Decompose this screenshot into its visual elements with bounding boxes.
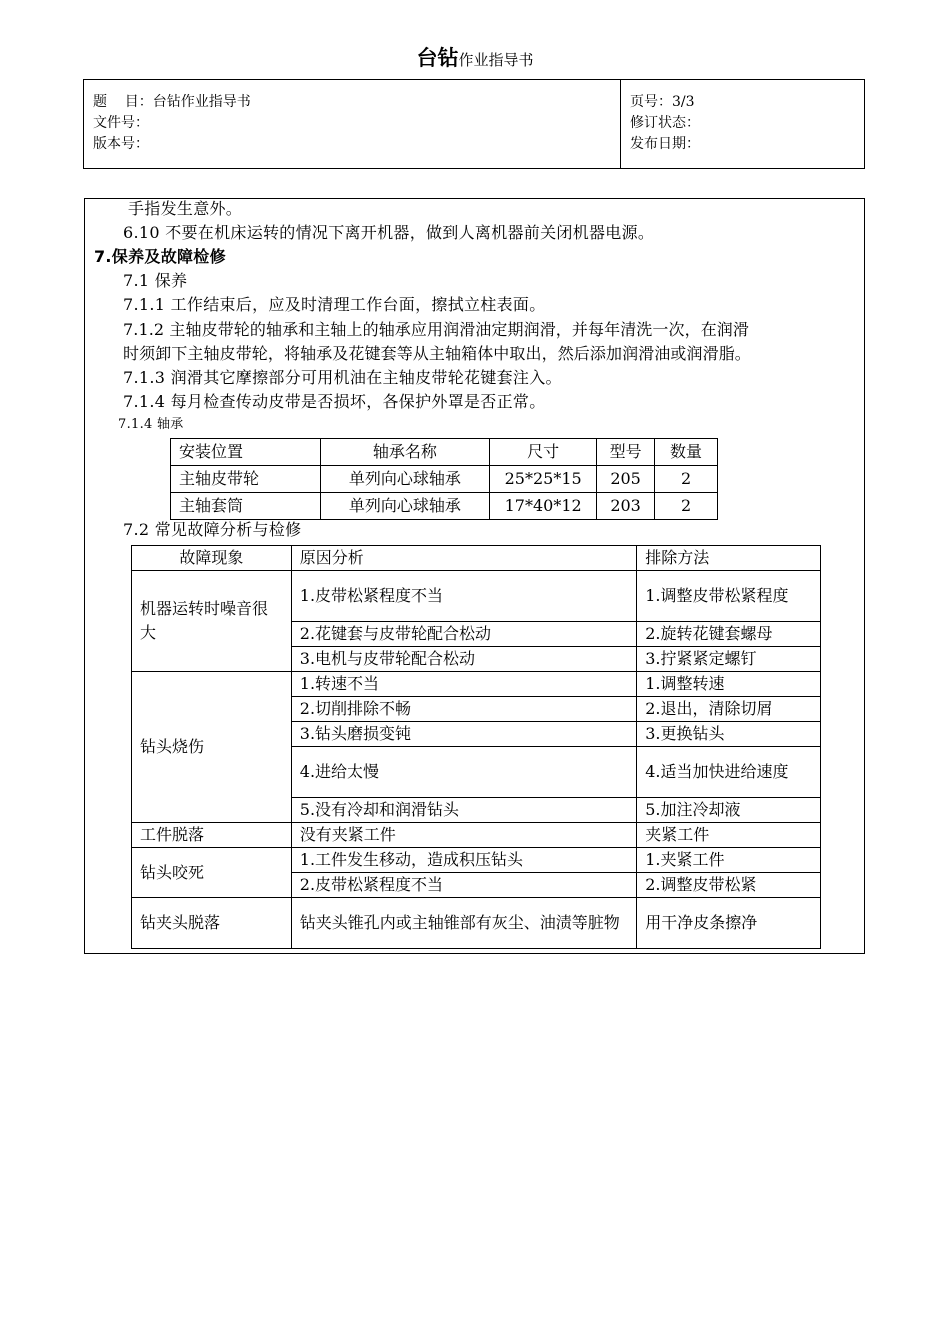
section-7-heading: 7.保养及故障检修 [94,247,226,266]
remedy-cell: 2.退出，清除切屑 [637,697,821,722]
remedy-cell: 夹紧工件 [637,823,821,848]
content-bottom-rule [84,953,865,954]
header-cell: 型号 [597,439,655,466]
table-header-row [132,546,821,571]
table-cell: 203 [597,493,655,520]
symptom-cell: 工件脱落 [132,823,292,848]
cause-cell: 1.工件发生移动，造成积压钻头 [291,848,636,873]
cause-cell: 1.转速不当 [291,672,636,697]
section-7-1-4: 7.1.4 每月检查传动皮带是否损坏，各保护外罩是否正常。 [123,392,546,411]
table-row [171,466,718,493]
header-cell: 故障现象 [132,546,292,571]
table-row [132,823,821,848]
bearing-table [170,438,718,520]
title-bold: 台钻 [416,46,459,70]
table-row [132,898,821,949]
table-cell: 25*25*15 [490,466,597,493]
section-7-2: 7.2 常见故障分析与检修 [123,520,302,539]
table-cell: 205 [597,466,655,493]
cause-cell: 3.钻头磨损变钝 [291,722,636,747]
cause-cell: 2.皮带松紧程度不当 [291,873,636,898]
remedy-cell: 1.调整皮带松紧程度 [637,571,821,622]
header-box [83,79,865,169]
cause-cell: 4.进给太慢 [291,747,636,798]
header-version: 版本号： [93,136,149,152]
table-cell: 2 [655,466,718,493]
header-revision: 修订状态： [630,115,700,131]
header-subject: 题 目：台钻作业指导书 [93,94,251,110]
section-7-1-2-a: 7.1.2 主轴皮带轮的轴承和主轴上的轴承应用润滑油定期润滑，并每年清洗一次，在润滑 [123,320,749,339]
table-cell: 主轴套筒 [171,493,321,520]
body-line-1: 手指发生意外。 [128,199,243,218]
table-cell: 单列向心球轴承 [320,466,490,493]
header-cell: 排除方法 [637,546,821,571]
header-file-no: 文件号： [93,115,149,131]
cause-cell: 没有夹紧工件 [291,823,636,848]
header-cell: 尺寸 [490,439,597,466]
table-row [171,493,718,520]
remedy-cell: 2.旋转花键套螺母 [637,622,821,647]
section-7-1-1: 7.1.1 工作结束后，应及时清理工作台面，擦拭立柱表面。 [123,295,546,314]
header-cell: 原因分析 [291,546,636,571]
table-row [132,571,821,622]
cause-cell: 钻夹头锥孔内或主轴锥部有灰尘、油渍等脏物 [291,898,636,949]
body-line-2: 6.10 不要在机床运转的情况下离开机器，做到人离机器前关闭机器电源。 [123,223,655,242]
symptom-cell: 钻头咬死 [132,848,292,898]
remedy-cell: 1.夹紧工件 [637,848,821,873]
section-7-1: 7.1 保养 [123,271,188,290]
header-cell: 安装位置 [171,439,321,466]
cause-cell: 2.花键套与皮带轮配合松动 [291,622,636,647]
cause-cell: 3.电机与皮带轮配合松动 [291,647,636,672]
table-row [132,672,821,697]
fault-table [131,545,821,949]
remedy-cell: 3.更换钻头 [637,722,821,747]
symptom-cell: 钻夹头脱落 [132,898,292,949]
remedy-cell: 5.加注冷却液 [637,798,821,823]
section-7-1-2-b: 时须卸下主轴皮带轮，将轴承及花键套等从主轴箱体中取出，然后添加润滑油或润滑脂。 [123,344,751,363]
cause-cell: 2.切削排除不畅 [291,697,636,722]
table-header-row [171,439,718,466]
remedy-cell: 2.调整皮带松紧 [637,873,821,898]
symptom-cell: 钻头烧伤 [132,672,292,823]
header-cell: 数量 [655,439,718,466]
symptom-cell: 机器运转时噪音很大 [132,571,292,672]
remedy-cell: 1.调整转速 [637,672,821,697]
cause-cell: 5.没有冷却和润滑钻头 [291,798,636,823]
table-cell: 单列向心球轴承 [320,493,490,520]
table-cell: 2 [655,493,718,520]
remedy-cell: 3.拧紧紧定螺钉 [637,647,821,672]
remedy-cell: 4.适当加快进给速度 [637,747,821,798]
header-page: 页号：3/3 [630,94,695,110]
table-cell: 17*40*12 [490,493,597,520]
remedy-cell: 用干净皮条擦净 [637,898,821,949]
title-rest: 作业指导书 [458,51,534,69]
header-divider [620,80,621,168]
section-7-1-3: 7.1.3 润滑其它摩擦部分可用机油在主轴皮带轮花键套注入。 [123,368,562,387]
table-cell: 主轴皮带轮 [171,466,321,493]
cause-cell: 1.皮带松紧程度不当 [291,571,636,622]
header-cell: 轴承名称 [320,439,490,466]
bearing-caption: 7.1.4 轴承 [118,417,184,432]
document-title [0,42,950,72]
table-row [132,848,821,873]
header-release: 发布日期： [630,136,700,152]
